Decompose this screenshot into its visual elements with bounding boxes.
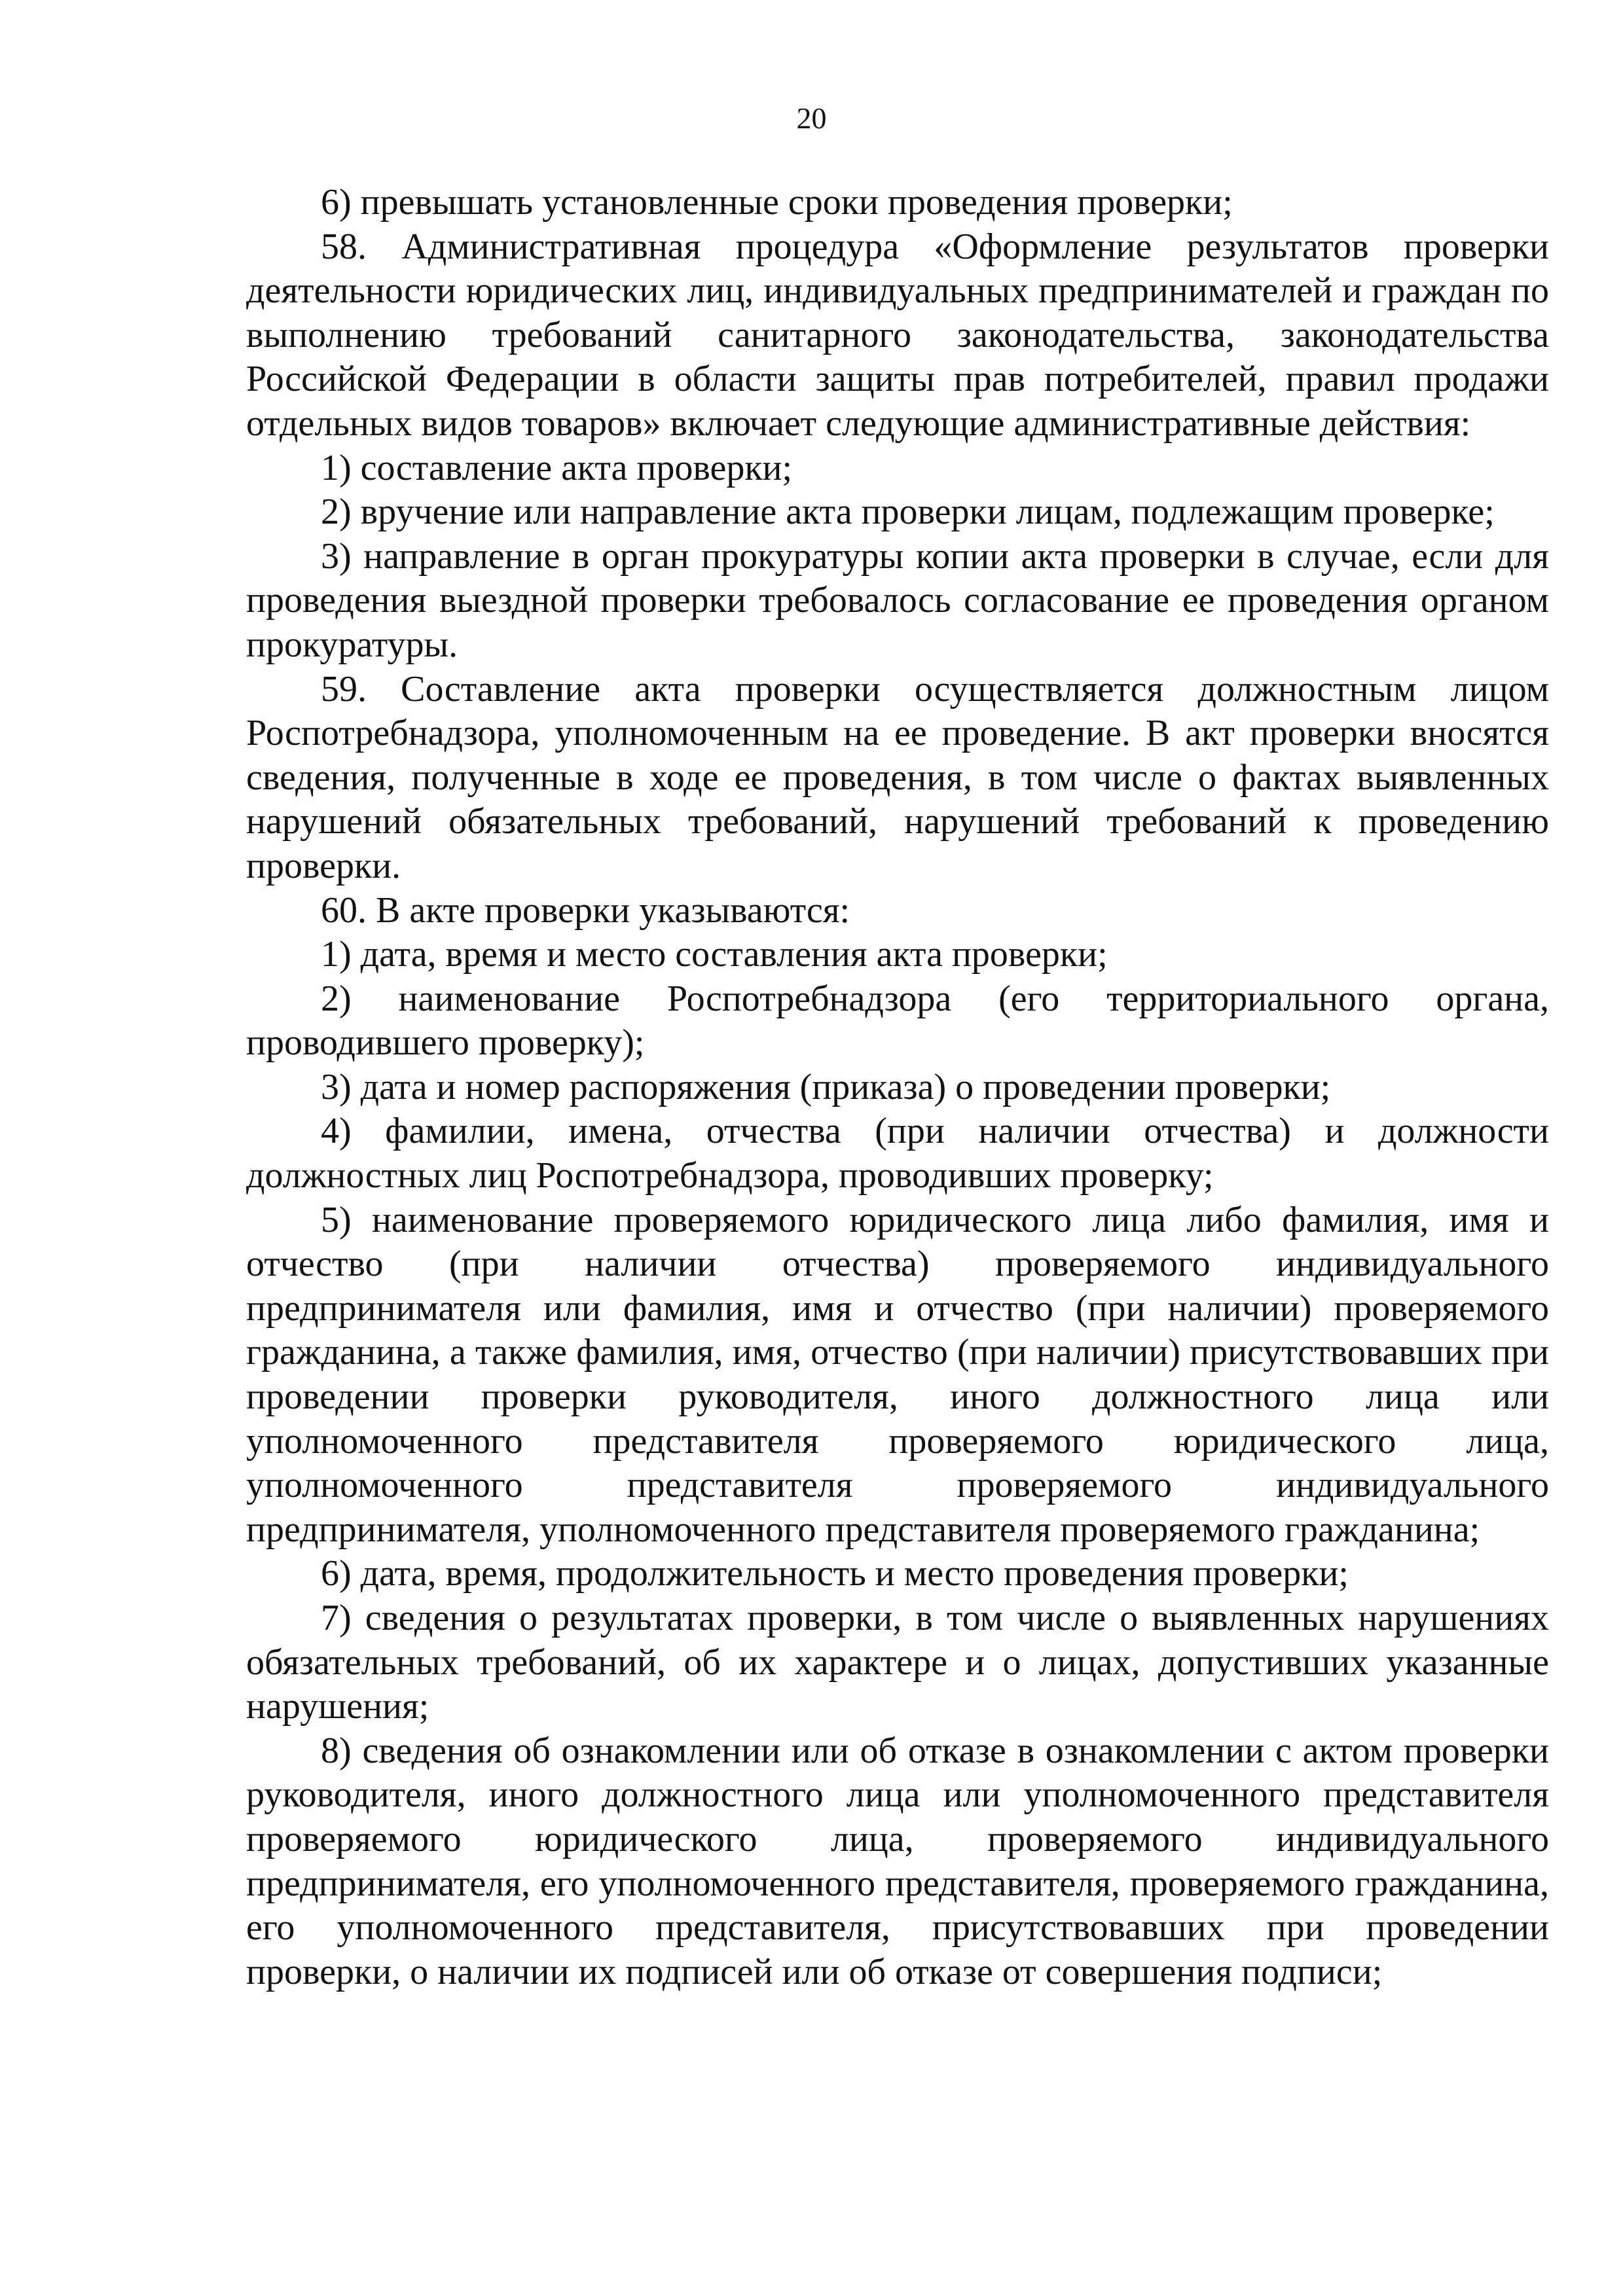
paragraph-item-3-order-number: 3) дата и номер распоряжения (приказа) о проведении проверки; xyxy=(321,1066,1331,1107)
paragraph-58-procedure: 58. Административная процедура «Оформление результатов проверки деятельности юридических лиц, индивидуальных предпринимателей и граждан по выполнению требований санитарного законодательства, законодательства Российской Федерации в области защиты прав потребителей, правил продажи отдельных видов товаров» включает следующие административные действия: xyxy=(246,226,1549,444)
paragraph-item-6-exceed-deadlines: 6) превышать установленные сроки проведения проверки; xyxy=(321,182,1233,223)
page-number: 20 xyxy=(796,101,827,135)
paragraph-item-2-agency-name: 2) наименование Роспотребнадзора (его территориального органа, проводившего проверку); xyxy=(246,978,1549,1064)
paragraph-item-2-delivery-of-act: 2) вручение или направление акта проверки лицам, подлежащим проверке; xyxy=(321,492,1495,533)
paragraph-item-3-prosecutor-copy: 3) направление в орган прокуратуры копии акта проверки в случае, если для проведения выездной проверки требовалось согласование ее проведения органом прокуратуры. xyxy=(246,535,1549,665)
document-body xyxy=(246,181,1549,1994)
paragraph-60-act-contents: 60. В акте проверки указываются: xyxy=(321,889,850,931)
paragraph-item-4-inspectors: 4) фамилии, имена, отчества (при наличии отчества) и должности должностных лиц Роспотребнадзора, проводивших проверку; xyxy=(246,1111,1549,1196)
paragraph-item-6-inspection-time: 6) дата, время, продолжительность и место проведения проверки; xyxy=(321,1553,1349,1594)
paragraph-item-8-acknowledgement: 8) сведения об ознакомлении или об отказе в ознакомлении с актом проверки руководителя, иного должностного лица или уполномоченного представителя проверяемого юридического лица, проверяемого индивидуального предпринимателя, его уполномоченного представителя, проверяемого гражданина, его уполномоченного представителя, присутствовавших при проведении проверки, о наличии их подписей или об отказе от совершения подписи; xyxy=(246,1730,1549,1992)
paragraph-item-7-results: 7) сведения о результатах проверки, в том числе о выявленных нарушениях обязательных требований, об их характере и о лицах, допустивших указанные нарушения; xyxy=(246,1598,1549,1727)
paragraph-item-5-inspected-entity: 5) наименование проверяемого юридического лица либо фамилия, имя и отчество (при наличии отчества) проверяемого индивидуального предпринимателя или фамилия, имя и отчество (при наличии) проверяемого гражданина, а также фамилия, имя, отчество (при наличии) присутствовавших при проведении проверки руководителя, иного должностного лица или уполномоченного представителя проверяемого юридического лица, уполномоченного представителя проверяемого индивидуального предпринимателя, уполномоченного представителя проверяемого гражданина; xyxy=(246,1199,1549,1550)
paragraph-59-act-preparation: 59. Составление акта проверки осуществляется должностным лицом Роспотребнадзора, уполномоченным на ее проведение. В акт проверки вносятся сведения, полученные в ходе ее проведения, в том числе о фактах выявленных нарушений обязательных требований, нарушений требований к проведению проверки. xyxy=(246,668,1549,886)
paragraph-item-1-draw-up-act: 1) составление акта проверки; xyxy=(321,447,793,488)
paragraph-item-1-date-time-place: 1) дата, время и место составления акта проверки; xyxy=(321,934,1108,975)
